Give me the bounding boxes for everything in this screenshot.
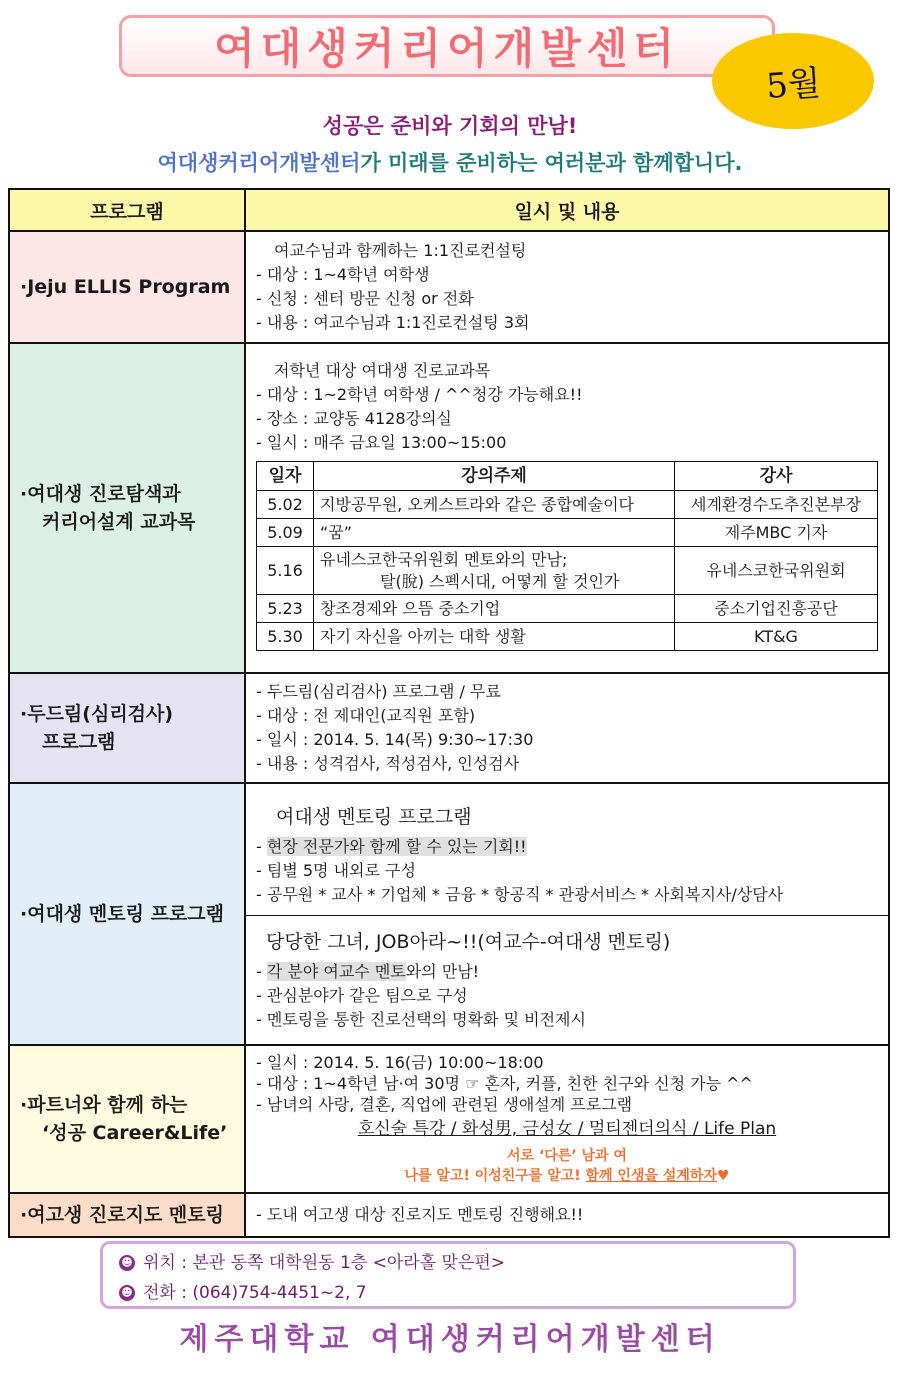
program-name	[9, 1045, 245, 1193]
lecture-topic: 창조경제와 으뜸 중소기업	[314, 595, 675, 623]
program-name: ·여고생 진로지도 멘토링	[9, 1193, 245, 1237]
table-row	[9, 783, 889, 1045]
table-row	[9, 1045, 889, 1193]
lecture-date: 5.09	[257, 519, 314, 547]
detail-line: - 신청 : 센터 방문 신청 or 전화	[256, 289, 474, 308]
program-name-line1: ·여대생 진로탐색과	[20, 483, 181, 505]
slogan-rest: 가 미래를 준비하는 여러분과 함께합니다.	[360, 151, 743, 175]
table-row	[9, 231, 889, 343]
detail-line: - 일시 : 2014. 5. 16(금) 10:00~18:00	[256, 1053, 544, 1072]
detail-line: - 일시 : 2014. 5. 14(목) 9:30~17:30	[256, 730, 534, 749]
lecture-lecturer: 제주MBC 기자	[675, 519, 878, 547]
lecture-row	[257, 623, 878, 651]
smiley-icon: ☻	[119, 1285, 135, 1301]
table-row	[9, 673, 889, 783]
smiley-icon: ☻	[119, 1255, 135, 1271]
tagline-2: 나를 알고! 이성친구를 알고! 함께 인생을 설계하자♥	[404, 1168, 730, 1184]
detail-line: - 일시 : 매주 금요일 13:00~15:00	[256, 433, 507, 452]
highlighted-text: 각 분야 여교수 멘토	[266, 961, 406, 981]
detail-line: - 내용 : 여교수님과 1:1진로컨설팅 3회	[256, 313, 530, 332]
detail-line: - 대상 : 1~2학년 여학생 / ^^청강 가능해요!!	[256, 385, 583, 404]
highlighted-text: 현장 전문가와 함께 할 수 있는 기회!!	[266, 836, 527, 856]
program-name-line2: ‘성공 Career&Life’	[42, 1122, 228, 1144]
lecture-topic-line1: 유네스코한국위원회 멘토와의 만남;	[320, 549, 568, 569]
program-name	[9, 673, 245, 783]
table-header-row	[9, 189, 889, 231]
detail-line: - 팀별 5명 내외로 구성	[256, 860, 416, 880]
lecture-header-lecturer: 강사	[675, 462, 878, 491]
program-name-line1: ·파트너와 함께 하는	[20, 1094, 188, 1116]
table-row	[9, 343, 889, 673]
detail-line: - 공무원 * 교사 * 기업체 * 금융 * 항공직 * 관광서비스 * 사회복지사/상담사	[256, 884, 784, 904]
lecture-date: 5.16	[257, 547, 314, 595]
lecture-topic	[314, 547, 675, 595]
heart-icon: ♥	[716, 1168, 730, 1184]
lecture-date: 5.02	[257, 491, 314, 519]
detail-line: - 대상 : 1~4학년 남·여 30명 ☞ 혼자, 커플, 친한 친구와 신청 가능 ^^	[256, 1074, 753, 1093]
slogan-org: 여대생커리어개발센터	[157, 151, 361, 175]
detail-line: - 도내 여고생 대상 진로지도 멘토링 진행해요!!	[256, 1205, 584, 1224]
detail-line: - 대상 : 1~4학년 여학생	[256, 265, 430, 284]
program-details	[245, 673, 889, 783]
program-details	[245, 231, 889, 343]
program-details	[245, 343, 889, 673]
lecture-lecturer: KT&G	[675, 623, 878, 651]
slogan-line1: 성공은 준비와 기회의 만남!	[322, 114, 578, 138]
program-details	[245, 1045, 889, 1193]
phone-line: ☻ 전화 : (064)754-4451~2, 7	[119, 1278, 777, 1308]
lecture-row	[257, 547, 878, 595]
program-details	[245, 783, 889, 1045]
slogan-line2	[0, 147, 900, 177]
header-program: 프로그램	[9, 189, 245, 231]
lecture-topic-line2: 탈(脫) 스펙시대, 어떻게 할 것인가	[380, 571, 620, 591]
lecture-row	[257, 519, 878, 547]
table-row	[9, 1193, 889, 1237]
lecture-lecturer: 유네스코한국위원회	[675, 547, 878, 595]
detail-line: - 남녀의 사랑, 결혼, 직업에 관련된 생애설계 프로그램	[256, 1095, 633, 1114]
lecture-header-date: 일자	[257, 462, 314, 491]
program-name-line2: 프로그램	[42, 731, 116, 753]
lecture-topic: 지방공무원, 오케스트라와 같은 종합예술이다	[314, 491, 675, 519]
detail-line: - 현장 전문가와 함께 할 수 있는 기회!!	[256, 836, 527, 856]
lecture-date: 5.23	[257, 595, 314, 623]
program-subtitle: 여교수님과 함께하는 1:1진로컨설팅	[274, 241, 527, 260]
lecture-date: 5.30	[257, 623, 314, 651]
lecture-table	[256, 461, 878, 651]
program-table	[8, 188, 890, 1238]
detail-line: - 멘토링을 통한 진로선택의 명확화 및 비전제시	[256, 1009, 586, 1029]
lecture-topic: 자기 자신을 아끼는 대학 생활	[314, 623, 675, 651]
program-name-line2: 커리어설계 교과목	[42, 511, 196, 533]
page-title: 여대생커리어개발센터	[214, 24, 680, 73]
header-details: 일시 및 내용	[245, 189, 889, 231]
lecture-row	[257, 491, 878, 519]
lecture-topic: “꿈”	[314, 519, 675, 547]
detail-line: - 관심분야가 같은 팀으로 구성	[256, 985, 468, 1005]
mentoring-section-1	[256, 791, 878, 915]
section-title: 당당한 그녀, JOB아라~!!(여교수-여대생 멘토링)	[266, 930, 671, 953]
lecture-header-row	[257, 462, 878, 491]
detail-line: - 두드림(심리검사) 프로그램 / 무료	[256, 682, 501, 701]
detail-line: - 대상 : 전 제대인(교직원 포함)	[256, 706, 476, 725]
organization-name: 제주대학교 여대생커리어개발센터	[179, 1322, 721, 1357]
lecture-lecturer: 세계환경수도추진본부장	[675, 491, 878, 519]
tagline-1: 서로 ‘다른’ 남과 여	[507, 1148, 627, 1164]
lecture-lecturer: 중소기업진흥공단	[675, 595, 878, 623]
lecture-header-topic: 강의주제	[314, 462, 675, 491]
lecture-row	[257, 595, 878, 623]
detail-line: - 내용 : 성격검사, 적성검사, 인성검사	[256, 754, 520, 773]
month-label: 5월	[764, 62, 822, 107]
contact-box	[100, 1241, 796, 1309]
topics-line: 호신술 특강 / 화성男, 금성女 / 멀티젠더의식 / Life Plan	[357, 1119, 777, 1139]
program-details	[245, 1193, 889, 1237]
mentoring-section-2	[246, 915, 888, 1038]
program-name: ·여대생 멘토링 프로그램	[9, 783, 245, 1045]
title-banner	[119, 15, 775, 77]
section-title: 여대생 멘토링 프로그램	[276, 805, 472, 828]
detail-line: - 장소 : 교양동 4128강의실	[256, 409, 452, 428]
program-subtitle: 저학년 대상 여대생 진로교과목	[274, 361, 491, 380]
program-name-line1: ·두드림(심리검사)	[20, 703, 174, 725]
program-name	[9, 343, 245, 673]
program-name: ·Jeju ELLIS Program	[9, 231, 245, 343]
location-line: ☻ 위치 : 본관 동쪽 대학원동 1층 <아라홀 맞은편>	[119, 1248, 777, 1278]
detail-line: - 각 분야 여교수 멘토와의 만남!	[256, 961, 480, 981]
